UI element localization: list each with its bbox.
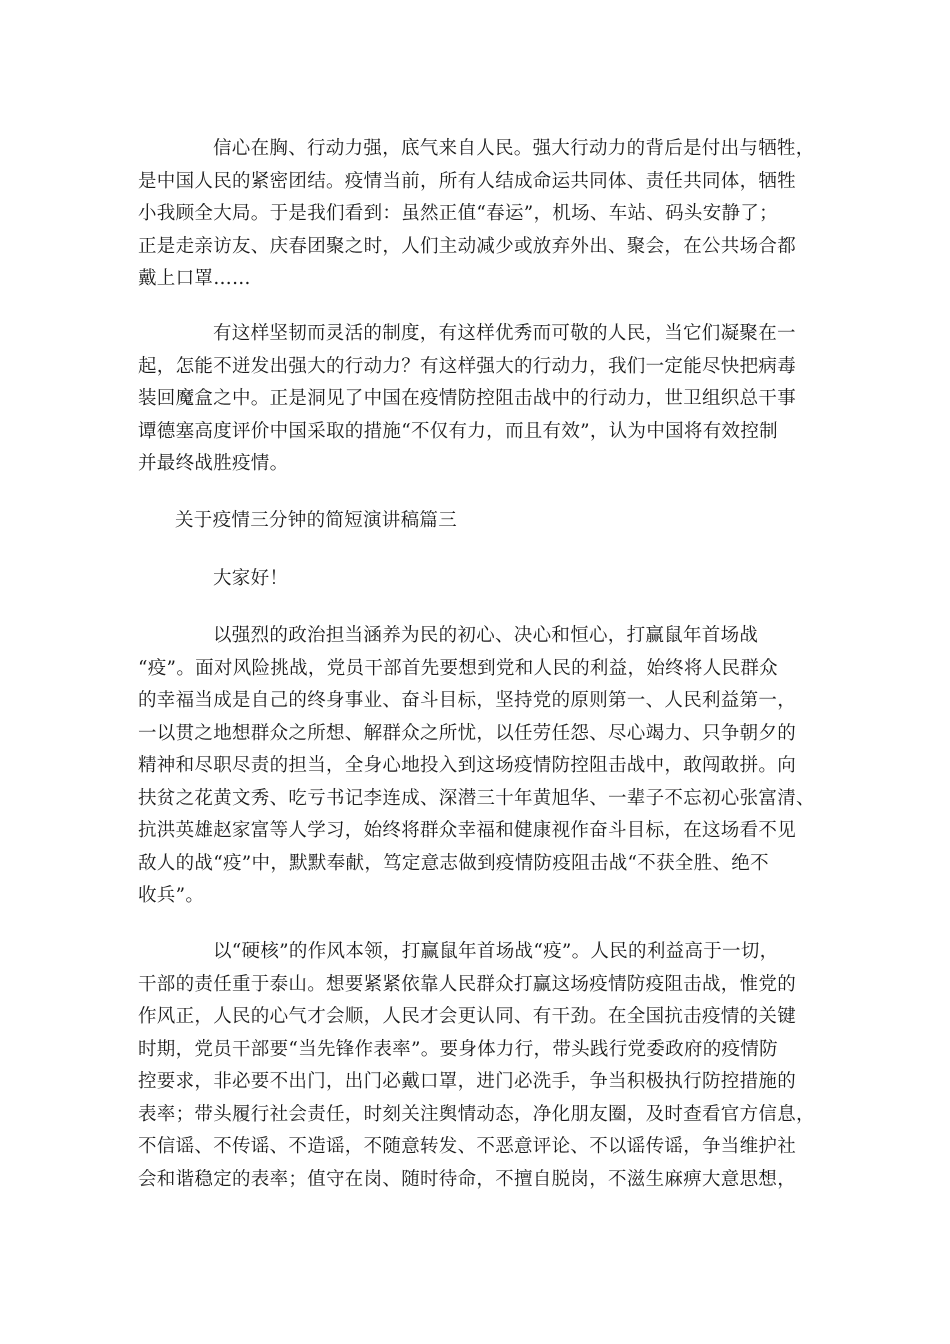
- paragraph-line: 收兵”。: [138, 885, 205, 906]
- paragraph-2: [138, 318, 818, 481]
- section-heading-block: [138, 505, 818, 538]
- paragraph-line: 以“硬核”的作风本领，打赢鼠年首场战“疫”。人民的利益高于一切，: [213, 941, 779, 962]
- greeting: 大家好！: [213, 568, 289, 589]
- paragraph-line: 信心在胸、行动力强，底气来自人民。强大行动力的背后是付出与牺牲，: [213, 138, 815, 159]
- paragraph-line: 不信谣、不传谣、不造谣，不随意转发、不恶意评论、不以谣传谣，争当维护社: [138, 1136, 797, 1157]
- paragraph-line: “疫”。面对风险挑战，党员干部首先要想到党和人民的利益，始终将人民群众: [138, 657, 778, 679]
- paragraph-line: 以强烈的政治担当涵养为民的初心、决心和恒心，打赢鼠年首场战: [213, 625, 759, 646]
- paragraph-line: 的幸福当成是自己的终身事业、奋斗目标，坚持党的原则第一、人民利益第一，: [138, 690, 797, 711]
- paragraph-line: 时期，党员干部要“当先锋作表率”。要身体力行，带头践行党委政府的疫情防: [138, 1038, 778, 1060]
- paragraph-line: 一以贯之地想群众之所想、解群众之所忧，以任劳任怨、尽心竭力、只争朝夕的: [138, 722, 797, 744]
- paragraph-line: 抗洪英雄赵家富等人学习，始终将群众幸福和健康视作奋斗目标，在这场看不见: [138, 820, 797, 841]
- paragraph-line: 扶贫之花黄文秀、吃亏书记李连成、深潜三十年黄旭华、一辈子不忘初心张富清、: [138, 787, 815, 809]
- paragraph-line: 戴上口罩……: [138, 268, 251, 289]
- greeting-block: [138, 563, 818, 596]
- paragraph-line: 是中国人民的紧密团结。疫情当前，所有人结成命运共同体、责任共同体，牺牲: [138, 170, 797, 192]
- paragraph-line: 作风正，人民的心气才会顺，人民才会更认同、有干劲。在全国抗击疫情的关键: [138, 1006, 797, 1027]
- paragraph-4: [138, 936, 818, 1196]
- section-heading: 关于疫情三分钟的简短演讲稿篇三: [175, 510, 458, 531]
- paragraph-line: 有这样坚韧而灵活的制度，有这样优秀而可敬的人民，当它们凝聚在一: [213, 323, 796, 344]
- paragraph-line: 会和谐稳定的表率；值守在岗、随时待命，不擅自脱岗，不滋生麻痹大意思想，: [138, 1168, 797, 1190]
- paragraph-line: 干部的责任重于泰山。想要紧紧依靠人民群众打赢这场疫情防疫阻击战，惟党的: [138, 973, 797, 995]
- paragraph-line: 精神和尽职尽责的担当，全身心地投入到这场疫情防控阻击战中，敢闯敢拼。向: [138, 755, 797, 776]
- paragraph-line: 装回魔盒之中。正是洞见了中国在疫情防控阻击战中的行动力，世卫组织总干事: [138, 388, 797, 409]
- paragraph-line: 谭德塞高度评价中国采取的措施“不仅有力，而且有效”，认为中国将有效控制: [138, 420, 778, 442]
- paragraph-3: [138, 620, 818, 913]
- paragraph-line: 控要求，非必要不出门，出门必戴口罩，进门必洗手，争当积极执行防控措施的: [138, 1071, 797, 1092]
- paragraph-line: 并最终战胜疫情。: [138, 453, 289, 474]
- paragraph-line: 敌人的战“疫”中，默默奉献，笃定意志做到疫情防疫阻击战“不获全胜、绝不: [138, 852, 769, 874]
- paragraph-1: [138, 133, 818, 296]
- paragraph-line: 正是走亲访友、庆春团聚之时，人们主动减少或放弃外出、聚会，在公共场合都: [138, 235, 797, 257]
- paragraph-line: 小我顾全大局。于是我们看到：虽然正值“春运”，机场、车站、码头安静了；: [138, 203, 778, 224]
- paragraph-line: 表率；带头履行社会责任，时刻关注舆情动态，净化朋友圈，及时查看官方信息，: [138, 1103, 815, 1125]
- paragraph-line: 起，怎能不迸发出强大的行动力？有这样强大的行动力，我们一定能尽快把病毒: [138, 355, 797, 377]
